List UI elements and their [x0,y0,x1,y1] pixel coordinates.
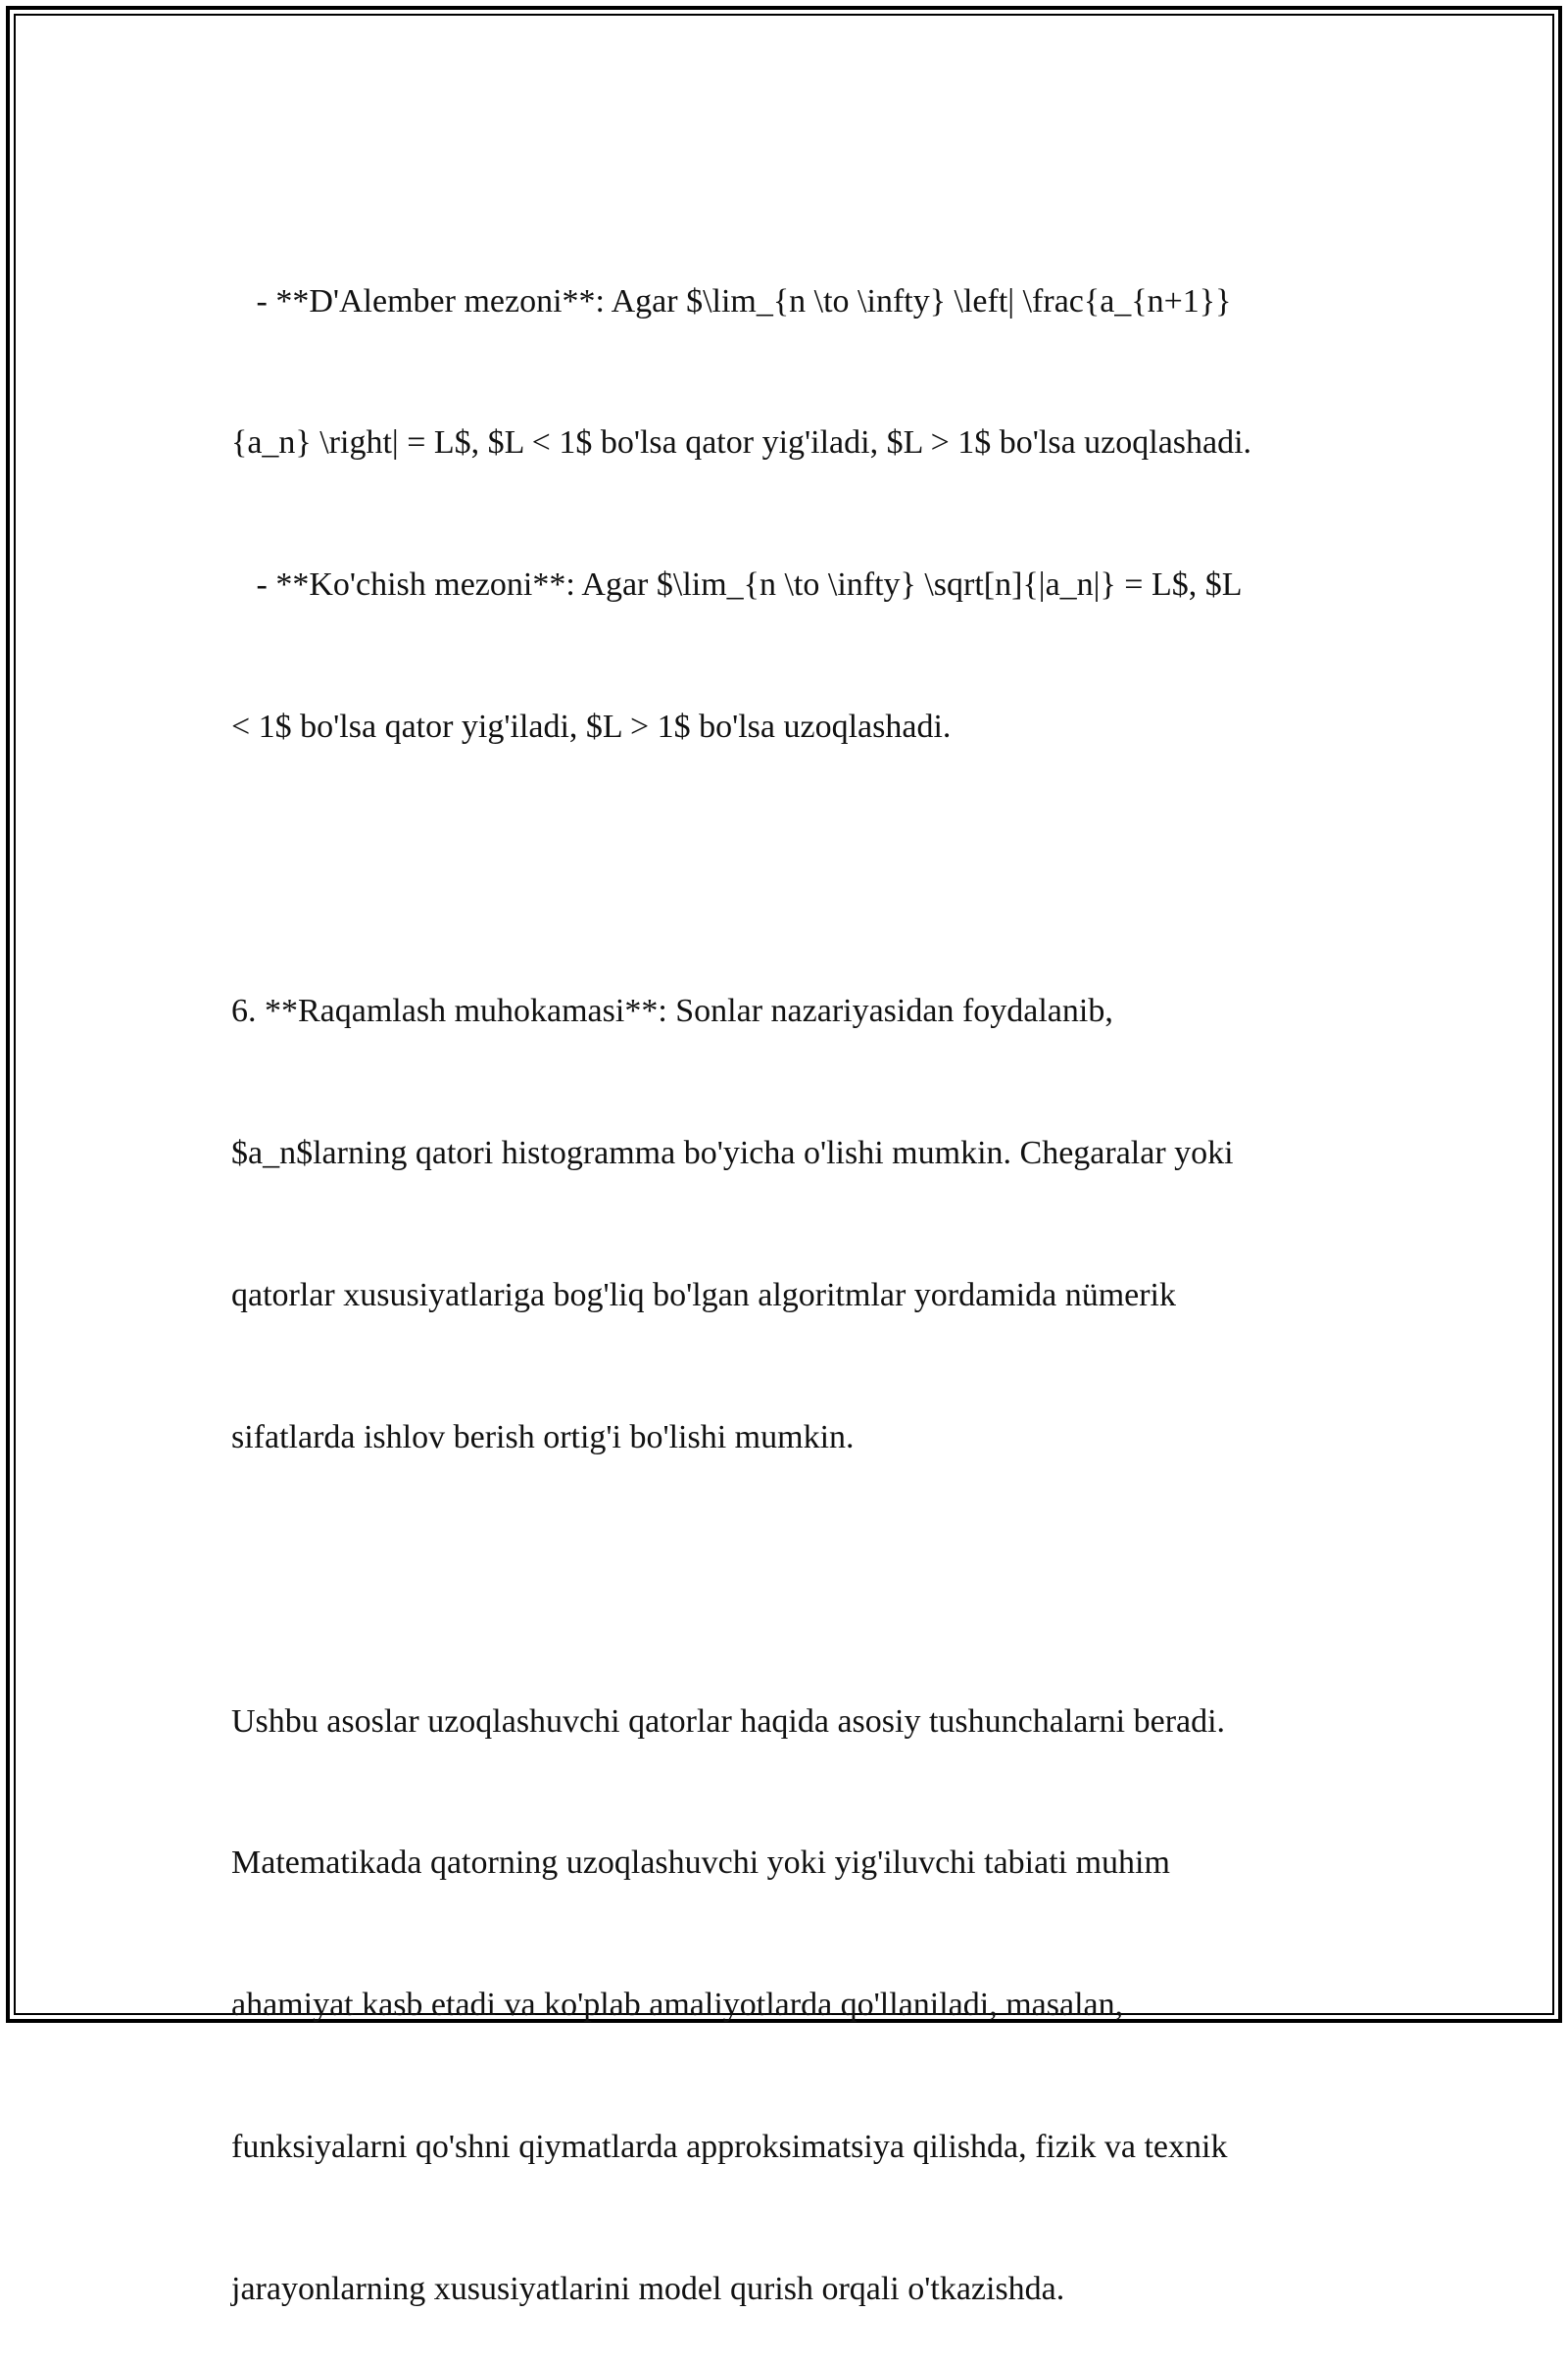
paragraph-spacer [231,1556,1358,1603]
paragraph-spacer [231,846,1358,893]
text-line-1: - **D'Alember mezoni**: Agar $\lim_{n \to \infty} \left| \frac{a_{n+1}} [231,282,1232,320]
text-line-6: 6. **Raqamlash muhokamasi**: Sonlar nazariyasidan foydalanib, [231,993,1113,1030]
text-line-12: Matematikada qatorning uzoqlashuvchi yoki yig'iluvchi tabiati muhim [231,1845,1170,1882]
text-line-7: $a_n$larning qatori histogramma bo'yicha o'lishi mumkin. Chegaralar yoki [231,1134,1234,1171]
text-line-11: Ushbu asoslar uzoqlashuvchi qatorlar haqida asosiy tushunchalarni beradi. [231,1702,1226,1740]
document-body [231,183,1358,2361]
text-line-8: qatorlar xususiyatlariga bog'liq bo'lgan algoritmlar yordamida nümerik [231,1276,1177,1313]
text-line-9: sifatlarda ishlov berish ortig'i bo'lishi mumkin. [231,1418,855,1455]
text-line-2: {a_n} \right| = L$, $L < 1$ bo'lsa qator yig'iladi, $L > 1$ bo'lsa uzoqlashadi. [231,424,1252,462]
text-line-13: ahamiyat kasb etadi va ko'plab amaliyotlarda qo'llaniladi, masalan, [231,1987,1124,2024]
text-line-15: jarayonlarning xususiyatlarini model qurish orqali o'tkazishda. [231,2271,1065,2308]
text-line-3: - **Ko'chish mezoni**: Agar $\lim_{n \to \infty} \sqrt[n]{|a_n|} = L$, $L [231,566,1243,604]
text-line-4: < 1$ bo'lsa qator yig'iladi, $L > 1$ bo'lsa uzoqlashadi. [231,709,952,746]
text-line-14: funksiyalarni qo'shni qiymatlarda approksimatsiya qilishda, fizik va texnik [231,2129,1228,2166]
